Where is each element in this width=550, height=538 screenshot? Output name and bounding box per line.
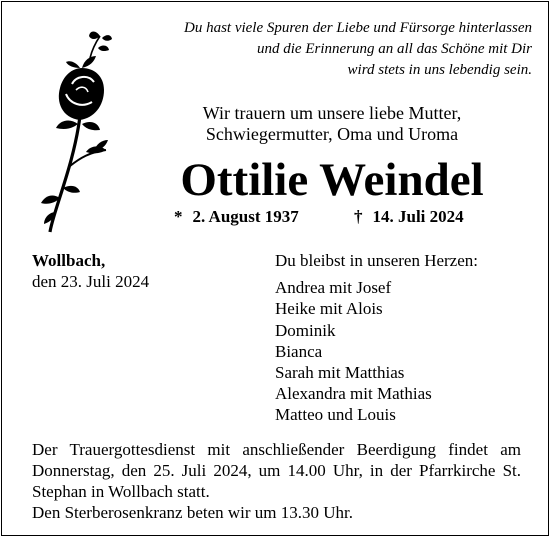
funeral-service-info bbox=[32, 439, 521, 523]
intro-line: Schwiegermutter, Oma und Uroma bbox=[205, 124, 459, 144]
family-list bbox=[275, 250, 478, 426]
family-lead: Du bleibst in unseren Herzen: bbox=[275, 251, 478, 270]
service-text: Der Trauergottesdienst mit anschließender Beerdigung findet am Donnerstag, den 25. Juli 2024, um 14.00 Uhr, in der Pfarrkirche St. Stephan in Wollbach statt. bbox=[32, 440, 521, 501]
place-and-date bbox=[32, 250, 149, 292]
quote-line: Du hast viele Spuren der Liebe und Fürsorge hinterlassen bbox=[183, 20, 532, 36]
birth-star-icon: * bbox=[174, 207, 183, 226]
family-member: Bianca bbox=[275, 341, 323, 361]
city: Wollbach, bbox=[32, 251, 106, 270]
death-date: 14. Juli 2024 bbox=[372, 207, 464, 226]
intro-line: Wir trauern um unsere liebe Mutter, bbox=[202, 103, 462, 123]
obituary-notice bbox=[1, 1, 549, 536]
quote-line: wird stets in uns lebendig sein. bbox=[347, 62, 532, 78]
mourning-intro bbox=[132, 103, 532, 145]
memorial-quote bbox=[112, 18, 532, 81]
family-member: Dominik bbox=[275, 320, 336, 340]
family-member: Heike mit Alois bbox=[275, 299, 383, 319]
death-cross-icon: † bbox=[354, 207, 363, 226]
family-member: Andrea mit Josef bbox=[275, 278, 392, 298]
rosary-text: Den Sterberosenkranz beten wir um 13.30 Uhr. bbox=[32, 503, 354, 522]
death-date-group bbox=[354, 206, 464, 228]
notice-date: den 23. Juli 2024 bbox=[32, 272, 150, 291]
quote-line: und die Erinnerung an all das Schöne mit Dir bbox=[257, 41, 532, 57]
deceased-name: Ottilie Weindel bbox=[180, 154, 484, 206]
family-member: Matteo und Louis bbox=[275, 405, 396, 425]
rose-icon bbox=[36, 28, 122, 233]
family-member: Alexandra mit Mathias bbox=[275, 384, 432, 404]
birth-date-group bbox=[174, 206, 299, 228]
family-member: Sarah mit Matthias bbox=[275, 363, 405, 383]
birth-date: 2. August 1937 bbox=[192, 207, 299, 226]
